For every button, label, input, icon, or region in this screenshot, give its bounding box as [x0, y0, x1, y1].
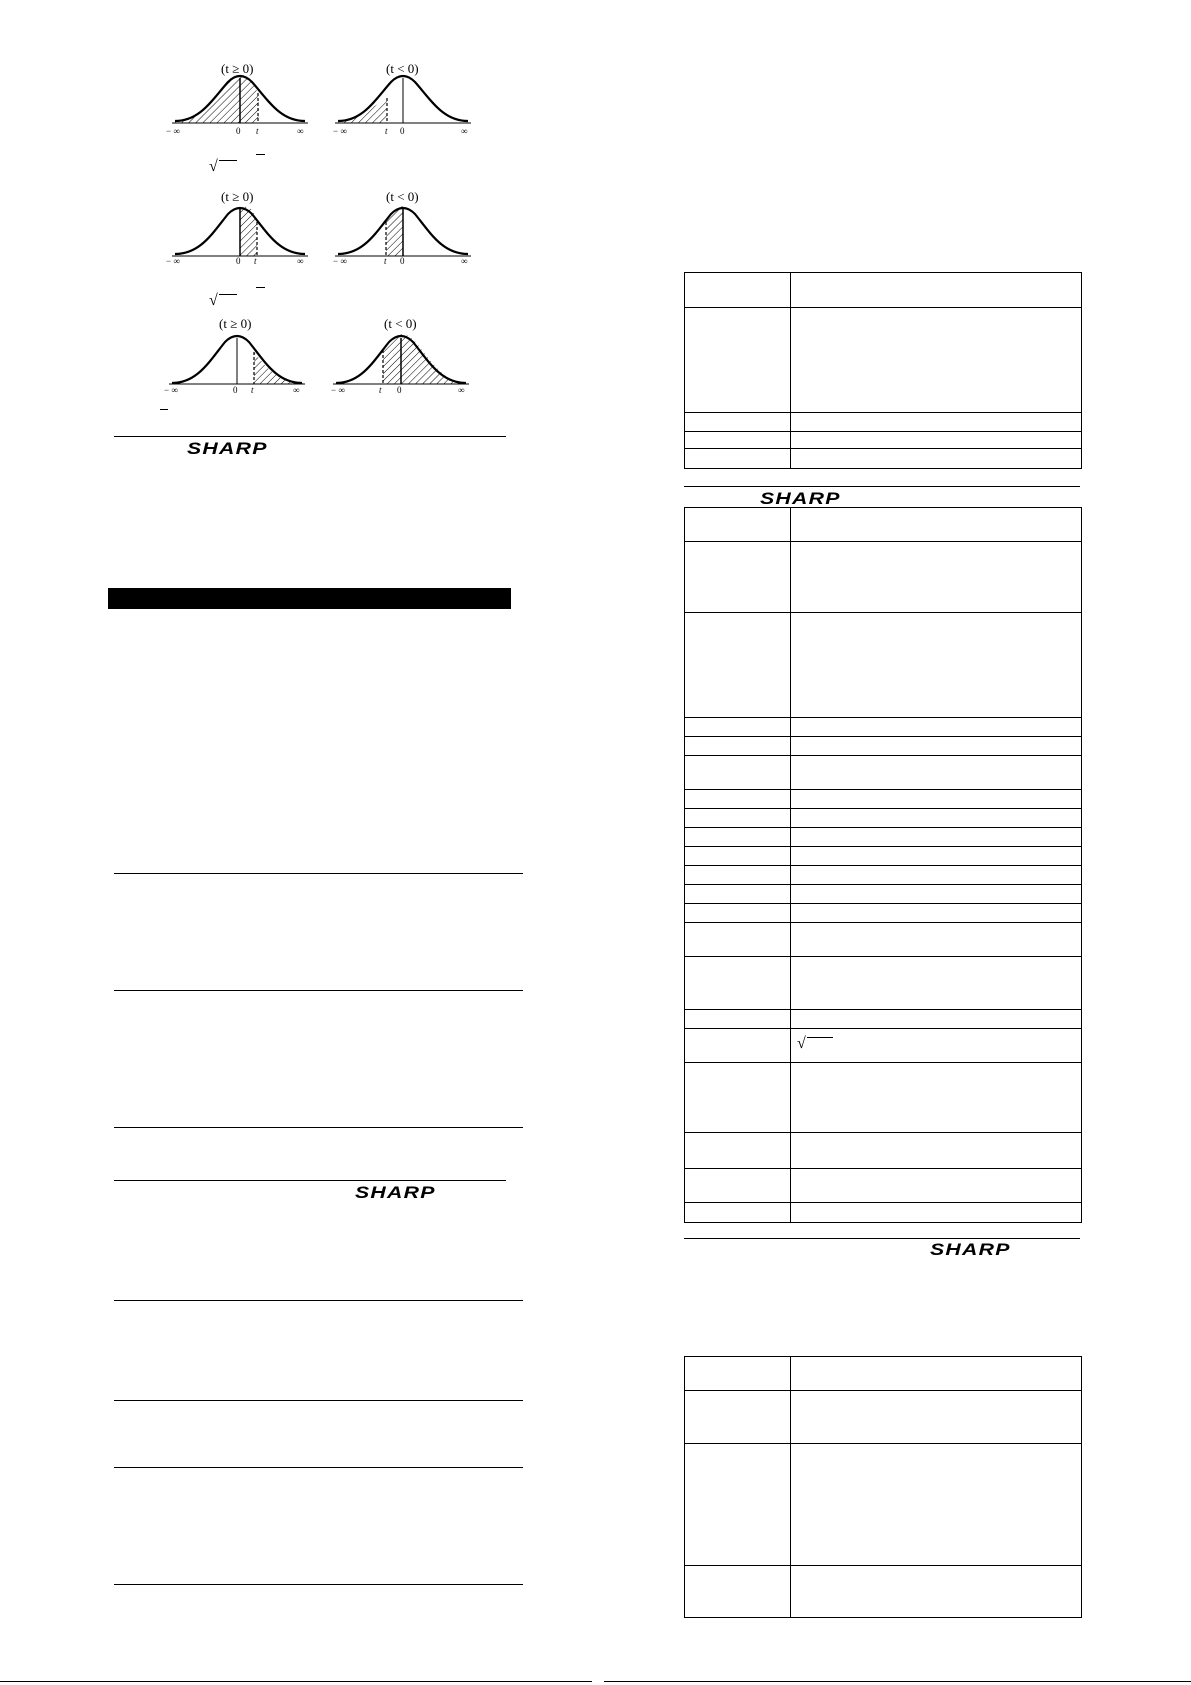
axis-label: − ∞	[333, 256, 347, 266]
mean-bar	[256, 154, 265, 155]
cond-label: (t ≥ 0)	[221, 61, 254, 76]
table-row	[685, 737, 1082, 756]
axis-label: t	[254, 256, 257, 266]
divider	[114, 1584, 523, 1585]
table-row	[685, 1063, 1082, 1133]
table-row	[685, 904, 1082, 923]
axis-label: 0	[397, 385, 402, 395]
mean-bar	[160, 409, 168, 410]
table-row	[685, 923, 1082, 957]
section-header-bar	[108, 588, 511, 609]
axis-label: 0	[233, 385, 238, 395]
table-row	[685, 432, 1082, 449]
divider	[114, 1300, 523, 1301]
axis-label: − ∞	[164, 385, 178, 395]
table-row	[685, 790, 1082, 809]
table-row	[685, 508, 1082, 542]
axis-label: − ∞	[331, 385, 345, 395]
cond-label: (t < 0)	[386, 61, 419, 76]
page-bottom-rule	[0, 1681, 592, 1682]
axis-label: − ∞	[166, 126, 180, 136]
curve-row2-right	[335, 206, 471, 256]
axis-label: ∞	[461, 126, 468, 136]
axis-label: t	[385, 126, 388, 136]
sqrt-vinculum	[219, 160, 237, 161]
axis-label: ∞	[297, 256, 304, 266]
table-row	[685, 1029, 1082, 1063]
axis-label: 0	[400, 126, 405, 136]
sqrt-vinculum	[219, 294, 237, 295]
table-row	[685, 718, 1082, 737]
divider	[114, 990, 523, 991]
sqrt-symbol: √	[209, 292, 218, 309]
divider	[114, 1127, 523, 1128]
table-row	[685, 828, 1082, 847]
page-bottom-rule	[604, 1681, 1191, 1682]
curve-row3-right	[333, 334, 469, 384]
curve-row2-left	[172, 206, 308, 256]
sharp-logo: SHARP	[355, 1183, 436, 1202]
axis-label: t	[384, 256, 387, 266]
axis-label: 0	[236, 126, 241, 136]
table-row	[685, 957, 1082, 1010]
curve-row1-left	[172, 76, 308, 123]
cond-label: (t < 0)	[386, 189, 419, 204]
axis-label: t	[251, 385, 254, 395]
axis-label: − ∞	[166, 256, 180, 266]
table-row	[685, 413, 1082, 432]
table-row	[685, 273, 1082, 308]
table-row	[685, 1010, 1082, 1029]
divider	[684, 486, 1080, 487]
distribution-figures	[0, 0, 600, 420]
table-row	[685, 1133, 1082, 1169]
axis-label: ∞	[293, 385, 300, 395]
axis-label: ∞	[458, 385, 465, 395]
table-row	[685, 449, 1082, 469]
axis-label: t	[379, 385, 382, 395]
table-row	[685, 1203, 1082, 1223]
axis-label: − ∞	[333, 126, 347, 136]
table-row	[685, 1391, 1082, 1444]
table-row	[685, 542, 1082, 613]
divider	[114, 873, 523, 874]
table-row	[685, 866, 1082, 885]
sharp-logo: SHARP	[760, 489, 841, 508]
table-row	[685, 1357, 1082, 1391]
axis-label: 0	[400, 256, 405, 266]
curve-row1-right	[335, 76, 471, 123]
divider	[114, 1400, 523, 1401]
sharp-logo: SHARP	[930, 1240, 1011, 1259]
table-row	[685, 885, 1082, 904]
mean-bar	[256, 287, 265, 288]
cond-label: (t ≥ 0)	[219, 316, 252, 331]
curve-row3-left	[169, 336, 305, 384]
axis-label: 0	[236, 256, 241, 266]
table-row	[685, 613, 1082, 718]
axis-label: ∞	[297, 126, 304, 136]
cond-label: (t < 0)	[384, 316, 417, 331]
table-row	[685, 847, 1082, 866]
axis-label: t	[256, 126, 259, 136]
sharp-logo: SHARP	[187, 439, 268, 458]
cond-label: (t ≥ 0)	[221, 189, 254, 204]
table-row	[685, 756, 1082, 790]
divider	[114, 1180, 506, 1181]
sqrt-vinculum	[807, 1037, 833, 1038]
table-row	[685, 308, 1082, 413]
table-2	[684, 507, 1082, 1223]
divider	[114, 436, 506, 437]
table-row	[685, 809, 1082, 828]
axis-label: ∞	[461, 256, 468, 266]
table-3	[684, 1356, 1082, 1618]
sqrt-symbol: √	[797, 1035, 806, 1052]
table-row	[685, 1169, 1082, 1203]
divider	[684, 1238, 1080, 1239]
table-1	[684, 272, 1082, 469]
divider	[114, 1467, 523, 1468]
sqrt-symbol: √	[209, 158, 218, 175]
table-row	[685, 1566, 1082, 1618]
table-row	[685, 1444, 1082, 1566]
